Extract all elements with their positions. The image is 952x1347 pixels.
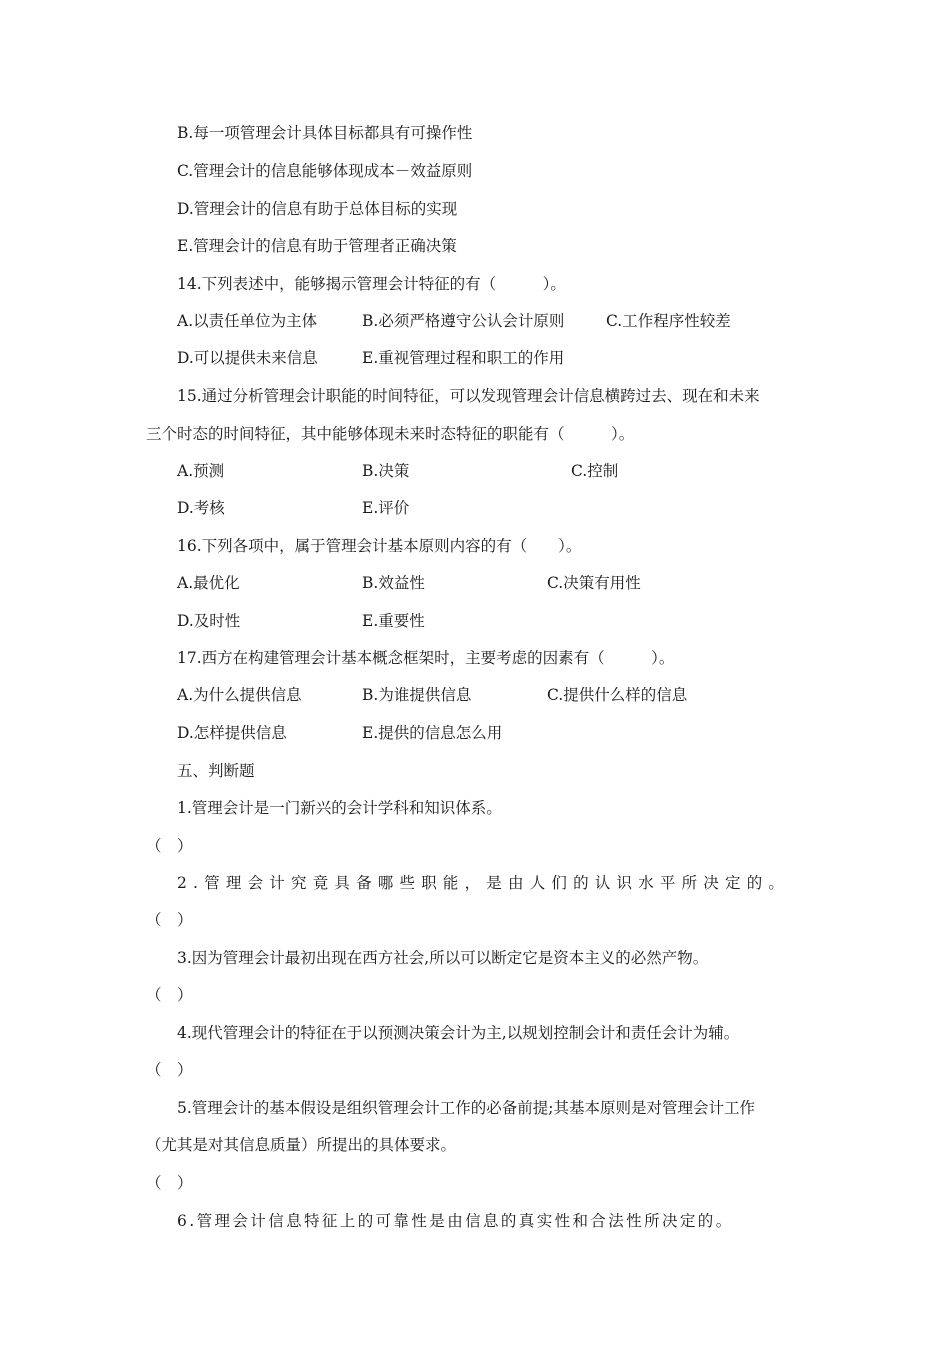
question-17: 17.西方在构建管理会计基本概念框架时，主要考虑的因素有（ ）。 [177,649,675,667]
judgment-3: 3.因为管理会计最初出现在西方社会,所以可以断定它是资本主义的必然产物。 [177,949,709,967]
q15-option-e: E.评价 [362,499,410,517]
question-15-line-1: 15.通过分析管理会计职能的时间特征，可以发现管理会计信息横跨过去、现在和未来 [177,387,760,405]
option-line: E.管理会计的信息有助于管理者正确决策 [177,237,457,255]
q16-option-d: D.及时性 [177,612,241,630]
q17-option-d: D.怎样提供信息 [177,724,287,742]
judgment-5-line-2: （尤其是对其信息质量）所提出的具体要求。 [146,1136,457,1154]
answer-parentheses: （ ） [146,1061,193,1079]
q16-option-a: A.最优化 [177,574,240,592]
answer-parentheses: （ ） [146,837,193,855]
q14-option-b: B.必须严格遵守公认会计原则 [362,312,565,330]
judgment-4: 4.现代管理会计的特征在于以预测决策会计为主,以规划控制会计和责任会计为辅。 [177,1024,740,1042]
q17-option-a: A.为什么提供信息 [177,686,302,704]
q16-option-b: B.效益性 [362,574,425,592]
q14-option-a: A.以责任单位为主体 [177,312,318,330]
answer-parentheses: （ ） [146,911,193,929]
q15-option-a: A.预测 [177,462,225,480]
answer-parentheses: （ ） [146,1174,193,1192]
q15-option-c: C.控制 [571,462,619,480]
answer-parentheses: （ ） [146,986,193,1004]
section-heading: 五、判断题 [177,762,255,780]
q17-option-c: C.提供什么样的信息 [547,686,688,704]
q15-option-d: D.考核 [177,499,225,517]
question-16: 16.下列各项中，属于管理会计基本原则内容的有（ ）。 [177,537,582,555]
q14-option-e: E.重视管理过程和职工的作用 [362,349,565,367]
q14-option-c: C.工作程序性较差 [606,312,731,330]
judgment-2: 2.管理会计究竟具备哪些职能，是由人们的认识水平所决定的。 [177,874,791,892]
judgment-6: 6.管理会计信息特征上的可靠性是由信息的真实性和合法性所决定的。 [177,1212,734,1230]
q17-option-e: E.提供的信息怎么用 [362,724,503,742]
judgment-1: 1.管理会计是一门新兴的会计学科和知识体系。 [177,799,502,817]
judgment-5-line-1: 5.管理会计的基本假设是组织管理会计工作的必备前提;其基本原则是对管理会计工作 [177,1099,756,1117]
option-line: B.每一项管理会计具体目标都具有可操作性 [177,124,473,142]
q16-option-c: C.决策有用性 [547,574,641,592]
q15-option-b: B.决策 [362,462,410,480]
option-line: C.管理会计的信息能够体现成本－效益原则 [177,162,473,180]
q14-option-d: D.可以提供未来信息 [177,349,318,367]
q16-option-e: E.重要性 [362,612,425,630]
question-15-line-2: 三个时态的时间特征，其中能够体现未来时态特征的职能有（ ）。 [146,425,635,443]
option-line: D.管理会计的信息有助于总体目标的实现 [177,200,458,218]
q17-option-b: B.为谁提供信息 [362,686,472,704]
question-14: 14.下列表述中，能够揭示管理会计特征的有（ ）。 [177,275,566,293]
